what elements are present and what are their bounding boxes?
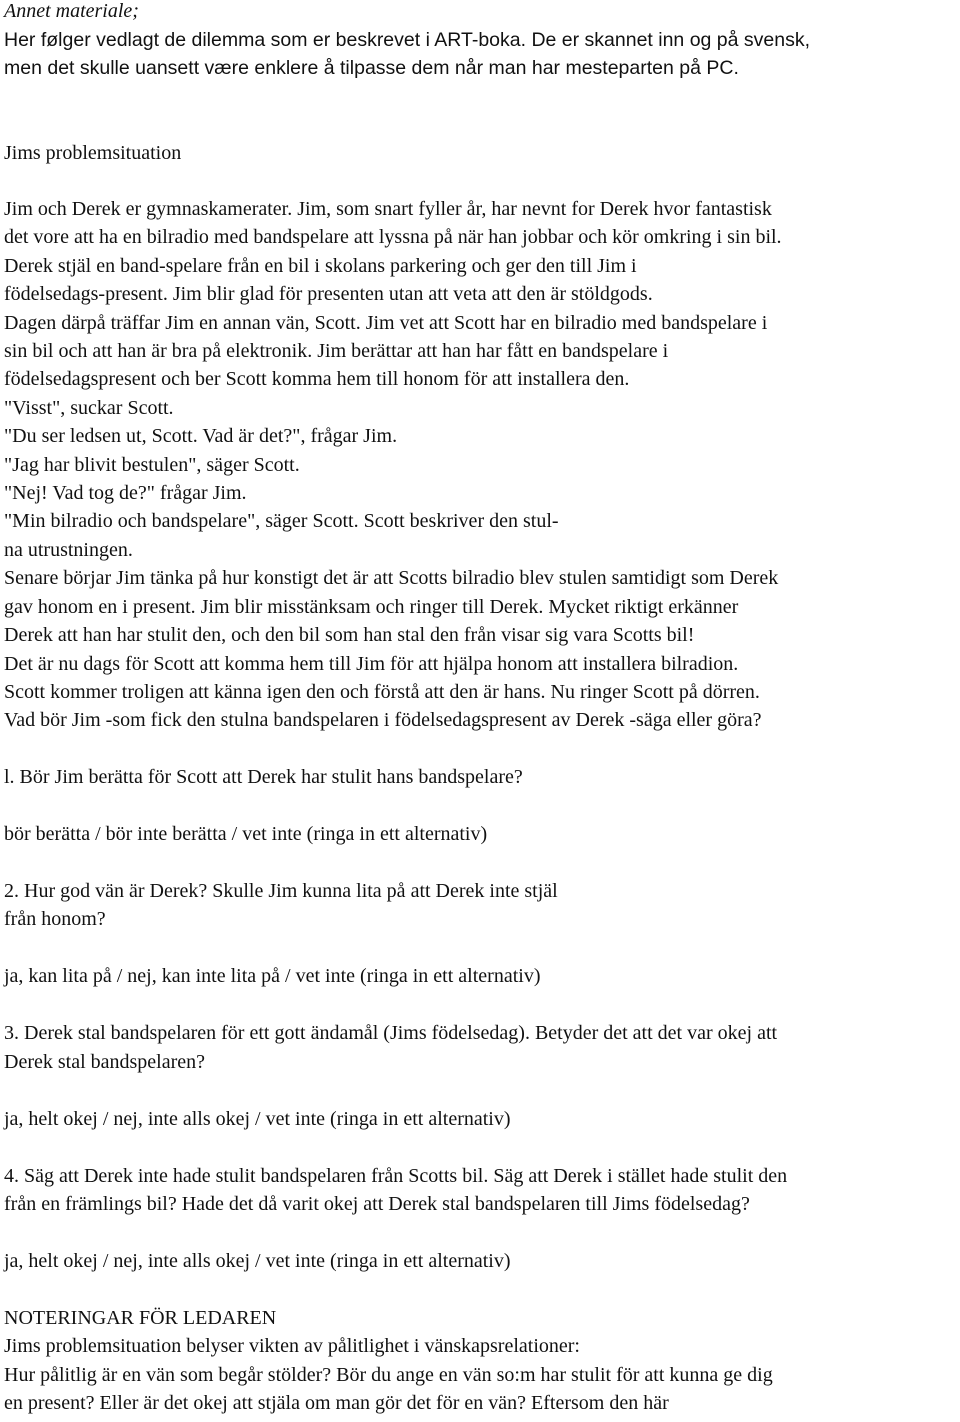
answer-options-1: bör berätta / bör inte berätta / vet inte (ringa in ett alternativ) xyxy=(4,823,488,845)
question-2-cont: från honom? xyxy=(4,908,106,930)
story-line: "Du ser ledsen ut, Scott. Vad är det?", frågar Jim. xyxy=(4,425,398,447)
question-4: 4. Säg att Derek inte hade stulit bandspelaren från Scotts bil. Säg att Derek i stället hade stulit den xyxy=(4,1165,788,1187)
story-line: "Jag har blivit bestulen", säger Scott. xyxy=(4,454,300,476)
question-2: 2. Hur god vän är Derek? Skulle Jim kunna lita på att Derek inte stjäl xyxy=(4,880,558,902)
story-line: födelsedagspresent och ber Scott komma hem till honom för att installera den. xyxy=(4,368,630,390)
answer-options-2: ja, kan lita på / nej, kan inte lita på / vet inte (ringa in ett alternativ) xyxy=(4,965,541,987)
notes-line: Hur pålitlig är en vän som begår stölder? Bör du ange en vän so:m har stulit för att kunna ge dig xyxy=(4,1364,773,1386)
answer-options-3: ja, helt okej / nej, inte alls okej / vet inte (ringa in ett alternativ) xyxy=(4,1108,511,1130)
story-line: Scott kommer troligen att känna igen den och förstå att den är hans. Nu ringer Scott på dörren. xyxy=(4,681,760,703)
story-title: Jims problemsituation xyxy=(4,142,182,164)
story-line: det vore att ha en bilradio med bandspelare att lyssna på när han jobbar och kör omkring i sin bil. xyxy=(4,226,782,248)
notes-title: NOTERINGAR FÖR LEDAREN xyxy=(4,1307,277,1329)
story-line: Det är nu dags för Scott att komma hem till Jim för att hjälpa honom att installera bilradion. xyxy=(4,653,739,675)
intro-heading: Annet materiale; xyxy=(4,0,139,22)
question-4-cont: från en främlings bil? Hade det då varit okej att Derek stal bandspelaren till Jims födelsedag? xyxy=(4,1193,750,1215)
intro-line: men det skulle uansett være enklere å tilpasse dem når man har mesteparten på PC. xyxy=(4,57,739,79)
question-3: 3. Derek stal bandspelaren för ett gott ändamål (Jims födelsedag). Betyder det att det var okej att xyxy=(4,1022,778,1044)
story-line: "Min bilradio och bandspelare", säger Scott. Scott beskriver den stul- xyxy=(4,510,559,532)
story-line: Senare börjar Jim tänka på hur konstigt det är att Scotts bilradio blev stulen samtidigt som Derek xyxy=(4,567,779,589)
question-1: l. Bör Jim berätta för Scott att Derek har stulit hans bandspelare? xyxy=(4,766,523,788)
notes-line: en present? Eller är det okej att stjäla om man gör det för en vän? Eftersom den här xyxy=(4,1392,669,1414)
intro-line: Her følger vedlagt de dilemma som er beskrevet i ART-boka. De er skannet inn og på svensk, xyxy=(4,29,811,51)
story-line: Derek stjäl en band-spelare från en bil i skolans parkering och ger den till Jim i xyxy=(4,255,637,277)
story-line: Dagen därpå träffar Jim en annan vän, Scott. Jim vet att Scott har en bilradio med bandspelare i xyxy=(4,312,768,334)
story-line: "Nej! Vad tog de?" frågar Jim. xyxy=(4,482,247,504)
story-line: gav honom en i present. Jim blir misstänksam och ringer till Derek. Mycket riktigt erkänner xyxy=(4,596,739,618)
question-3-cont: Derek stal bandspelaren? xyxy=(4,1051,206,1073)
notes-line: Jims problemsituation belyser vikten av pålitlighet i vänskapsrelationer: xyxy=(4,1335,580,1357)
story-line: Derek att han har stulit den, och den bil som han stal den från visar sig vara Scotts bil! xyxy=(4,624,695,646)
story-line: "Visst", suckar Scott. xyxy=(4,397,174,419)
story-line: na utrustningen. xyxy=(4,539,133,561)
story-line: Vad bör Jim -som fick den stulna bandspelaren i födelsedagspresent av Derek -säga eller göra? xyxy=(4,709,762,731)
story-line: födelsedags-present. Jim blir glad för presenten utan att veta att den är stöldgods. xyxy=(4,283,653,305)
story-line: sin bil och att han är bra på elektronik. Jim berättar att han har fått en bandspelare i xyxy=(4,340,669,362)
story-line: Jim och Derek er gymnaskamerater. Jim, som snart fyller år, har nevnt for Derek hvor fantastisk xyxy=(4,198,772,220)
answer-options-4: ja, helt okej / nej, inte alls okej / vet inte (ringa in ett alternativ) xyxy=(4,1250,511,1272)
